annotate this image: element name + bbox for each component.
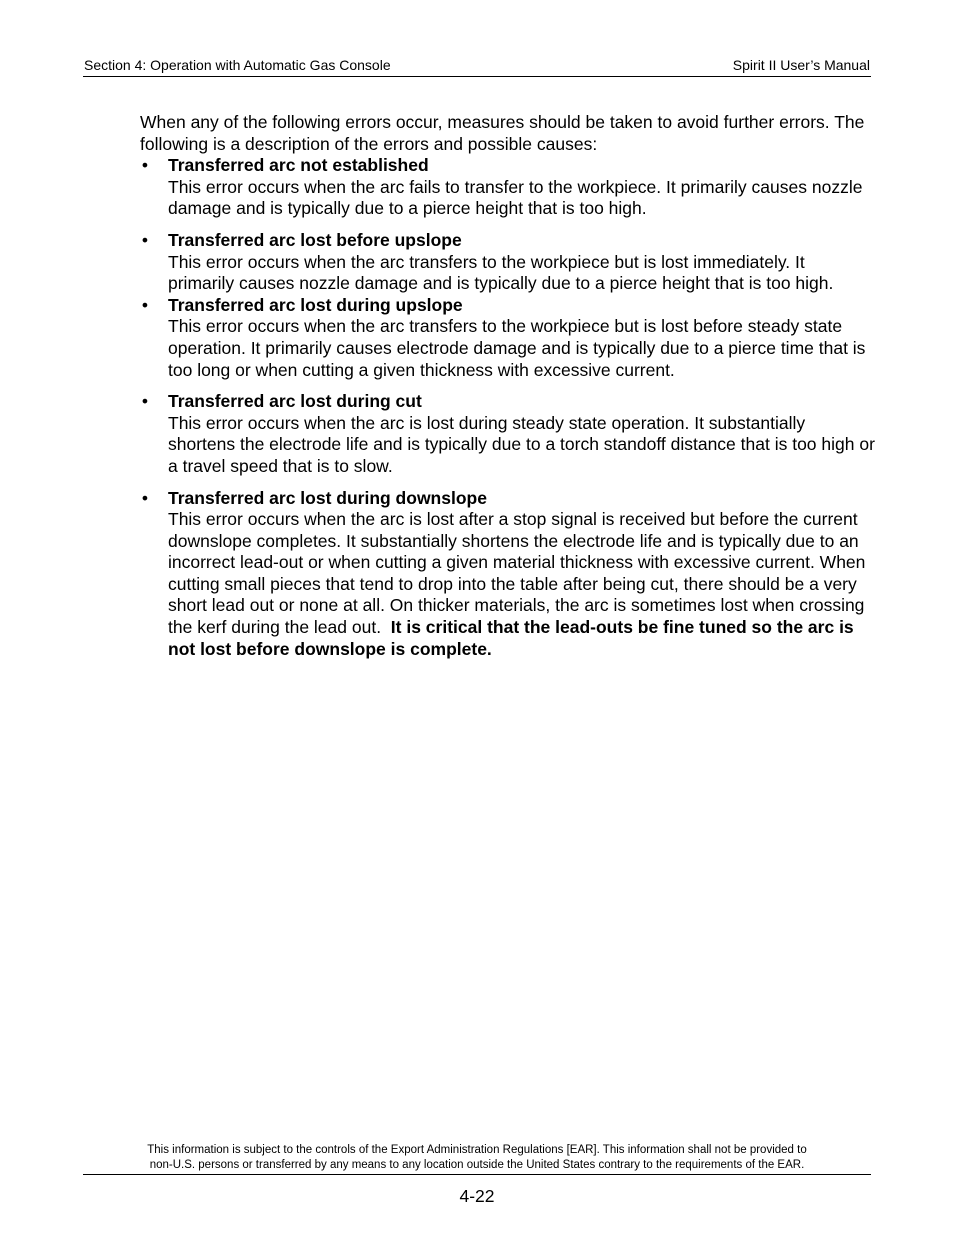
error-title: Transferred arc lost during cut (168, 391, 422, 412)
bullet-icon: • (141, 391, 149, 412)
error-title: Transferred arc lost before upslope (168, 229, 462, 250)
list-item (140, 488, 875, 661)
section-title: Section 4: Operation with Automatic Gas Console (84, 57, 391, 73)
error-title: Transferred arc not established (168, 155, 429, 176)
footer-divider (83, 1174, 871, 1175)
error-description: This error occurs when the arc is lost during steady state operation. It substantially shortens the electrode life and is typically due to a torch standoff distance that is too high or a travel speed that is to slow. (168, 412, 875, 476)
export-control-notice (83, 1143, 871, 1173)
error-title: Transferred arc lost during downslope (168, 487, 487, 508)
list-item (140, 295, 875, 381)
notice-line: non-U.S. persons or transferred by any means to any location outside the United States contrary to the requirements of the EAR. (149, 1159, 805, 1171)
error-description: This error occurs when the arc transfers to the workpiece but is lost before steady state operation. It primarily causes electrode damage and is typically due to a pierce time that is too long or when cutting a given thickness with excessive current. (168, 316, 866, 380)
critical-note: It is critical that the lead-outs be fine tuned so the arc is not lost before downslope is complete. (168, 617, 854, 659)
page-header (83, 55, 871, 77)
error-description: This error occurs when the arc fails to transfer to the workpiece. It primarily causes nozzle damage and is typically due to a pierce height that is too high. (168, 176, 863, 219)
list-item (140, 391, 875, 477)
error-list (140, 155, 875, 660)
error-title: Transferred arc lost during upslope (168, 294, 463, 315)
bullet-icon: • (141, 229, 149, 250)
bullet-icon: • (141, 294, 149, 315)
notice-line: This information is subject to the controls of the Export Administration Regulations [EAR]. This information shall not be provided to (147, 1144, 807, 1156)
manual-title: Spirit II User’s Manual (732, 57, 870, 73)
list-item (140, 155, 875, 220)
error-description-text: This error occurs when the arc is lost after a stop signal is received but before the current downslope completes. It substantially shortens the electrode life and is typically due to an incorrect lead-out or when cutting a given material thickness with excessive current. When cutting small pieces that tend to drop into the table after being cut, there should be a very short lead out or none at all. On thicker materials, the arc is sometimes lost when crossing the kerf during the lead out. (168, 509, 866, 638)
bullet-icon: • (141, 155, 149, 176)
page-number: 4-22 (459, 1186, 495, 1206)
page-body (140, 112, 875, 660)
list-item (140, 230, 875, 295)
error-description (168, 509, 875, 660)
bullet-icon: • (141, 487, 149, 508)
intro-paragraph: When any of the following errors occur, measures should be taken to avoid further errors. The following is a description of the errors and possible causes: (140, 112, 865, 154)
error-description: This error occurs when the arc transfers to the workpiece but is lost immediately. It primarily causes nozzle damage and is typically due to a pierce height that is too high. (168, 251, 834, 294)
